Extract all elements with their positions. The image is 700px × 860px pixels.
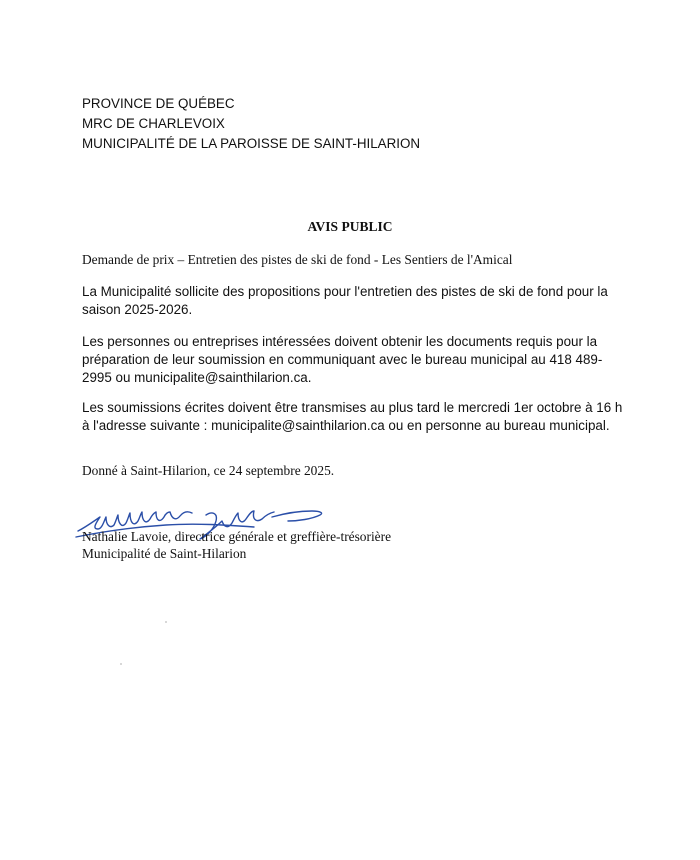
paragraph-2-line-3: 2995 ou municipalite@sainthilarion.ca. bbox=[82, 370, 312, 385]
paragraph-1-line-2: saison 2025-2026. bbox=[82, 302, 193, 317]
scan-speck bbox=[165, 621, 167, 623]
header-province: PROVINCE DE QUÉBEC bbox=[82, 96, 235, 111]
paragraph-3-line-2: à l'adresse suivante : municipalite@sainthilarion.ca ou en personne au bureau municipal. bbox=[82, 418, 610, 433]
paragraph-2-line-1: Les personnes ou entreprises intéressées doivent obtenir les documents requis pour la bbox=[82, 334, 598, 349]
notice-subject: Demande de prix – Entretien des pistes de ski de fond - Les Sentiers de l'Amical bbox=[82, 252, 513, 267]
notice-title: AVIS PUBLIC bbox=[307, 219, 393, 234]
signatory-name-title: Nathalie Lavoie, directrice générale et greffière-trésorière bbox=[82, 529, 392, 544]
given-at-date: Donné à Saint-Hilarion, ce 24 septembre 2025. bbox=[82, 463, 335, 478]
header-municipality: MUNICIPALITÉ DE LA PAROISSE DE SAINT-HILARION bbox=[82, 136, 421, 151]
signatory-organization: Municipalité de Saint-Hilarion bbox=[82, 546, 247, 561]
paragraph-1-line-1: La Municipalité sollicite des propositions pour l'entretien des pistes de ski de fond pour la bbox=[82, 284, 608, 299]
header-mrc: MRC DE CHARLEVOIX bbox=[82, 116, 225, 131]
paragraph-2-line-2: préparation de leur soumission en communiquant avec le bureau municipal au 418 489- bbox=[82, 352, 603, 367]
paragraph-3-line-1: Les soumissions écrites doivent être transmises au plus tard le mercredi 1er octobre à 16 h bbox=[82, 400, 623, 415]
scan-speck bbox=[120, 663, 122, 665]
